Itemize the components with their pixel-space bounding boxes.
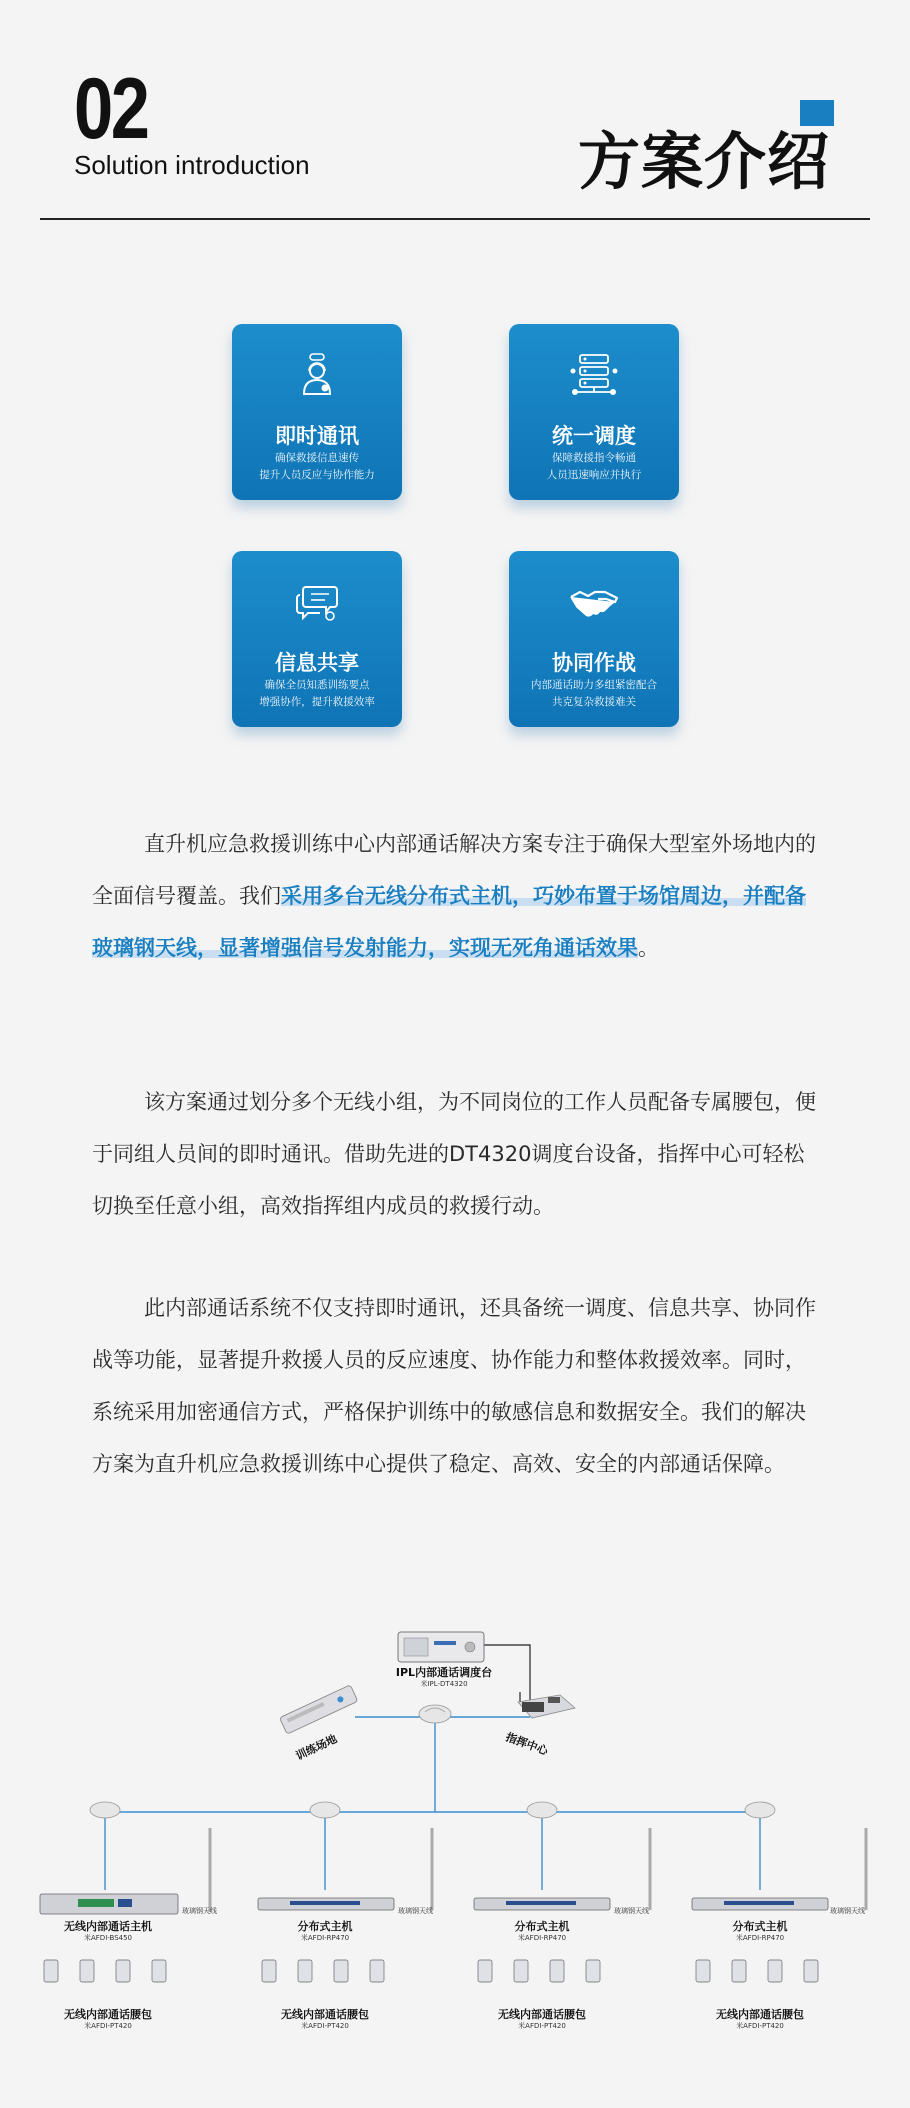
training-site-device <box>280 1685 358 1734</box>
chat-bubbles-icon <box>292 579 342 625</box>
command-center-device <box>518 1695 575 1718</box>
host-model: 米AFDI-RP470 <box>517 1934 567 1942</box>
dispatch-console <box>398 1632 484 1662</box>
feature-desc-line2: 共克复杂救援难关 <box>552 696 636 708</box>
feature-title: 即时通讯 <box>275 424 359 448</box>
antenna-label: 玻璃钢天线 <box>830 1907 865 1915</box>
group-switch <box>745 1802 775 1818</box>
feature-title: 信息共享 <box>275 651 359 675</box>
feature-desc-line1: 确保救援信息速传 <box>275 452 359 464</box>
intro-paragraph-1 <box>92 818 818 974</box>
beltpack-label: 无线内部通话腰包 <box>498 2008 586 2021</box>
feature-title: 统一调度 <box>552 424 636 448</box>
host-unit <box>474 1898 610 1910</box>
feature-card-info-sharing <box>232 551 402 727</box>
host-label: 分布式主机 <box>732 1920 788 1933</box>
intro-paragraph-2: 该方案通过划分多个无线小组，为不同岗位的工作人员配备专属腰包，便于同组人员间的即时通讯。借助先进的DT4320调度台设备，指挥中心可轻松切换至任意小组，高效指挥组内成员的救援行动。 <box>92 1090 816 1218</box>
host-label: 分布式主机 <box>297 1920 353 1933</box>
person-headset-icon <box>292 352 342 398</box>
feature-desc-line2: 人员迅速响应并执行 <box>546 469 642 481</box>
beltpack-row <box>262 1960 384 1982</box>
training-site-label: 训练场地 <box>293 1732 340 1763</box>
intro-paragraph-3: 此内部通话系统不仅支持即时通讯，还具备统一调度、信息共享、协同作战等功能，显著提升救援人员的反应速度、协作能力和整体救援效率。同时，系统采用加密通信方式，严格保护训练中的敏感信息和数据安全。我们的解决方案为直升机应急救援训练中心提供了稳定、高效、安全的内部通话保障。 <box>92 1296 816 1476</box>
beltpack-model: 米AFDI-PT420 <box>736 2022 784 2030</box>
header-divider <box>40 218 870 220</box>
console-label: IPL内部通话调度台 <box>395 1666 493 1679</box>
beltpack-label: 无线内部通话腰包 <box>716 2008 804 2021</box>
command-center-label: 指挥中心 <box>503 1730 550 1758</box>
host-label: 分布式主机 <box>514 1920 570 1933</box>
section-number: 02 <box>74 61 148 157</box>
feature-title: 协同作战 <box>552 651 636 675</box>
feature-card-dispatch <box>509 324 679 500</box>
host-unit <box>692 1898 828 1910</box>
host-label: 无线内部通话主机 <box>64 1920 152 1933</box>
feature-desc-line2: 提升人员反应与协作能力 <box>259 469 375 481</box>
section-title: 方案介绍 <box>578 125 831 198</box>
beltpack-label: 无线内部通话腰包 <box>281 2008 369 2021</box>
beltpack-row <box>44 1960 166 1982</box>
host-model: 米AFDI-BS450 <box>83 1934 133 1942</box>
host-model: 米AFDI-RP470 <box>735 1934 785 1942</box>
antenna-label: 玻璃钢天线 <box>182 1907 217 1915</box>
feature-desc-line2: 增强协作，提升救援效率 <box>259 696 375 708</box>
feature-desc-line1: 确保全员知悉训练要点 <box>264 679 370 691</box>
antenna-label: 玻璃钢天线 <box>398 1907 433 1915</box>
console-model: 米IPL-DT4320 <box>420 1680 468 1688</box>
section-header <box>0 0 910 222</box>
group-switch <box>527 1802 557 1818</box>
group-switch <box>310 1802 340 1818</box>
beltpack-row <box>478 1960 600 1982</box>
host-unit <box>258 1898 394 1910</box>
handshake-icon <box>569 579 619 625</box>
feature-desc-line1: 内部通话助力多组紧密配合 <box>531 679 657 691</box>
host-unit <box>40 1894 178 1914</box>
paragraph-text: 直升机应急救援训练中心内部通话解决方案专注于确保大型室外场地内的全面信号覆盖。我们 <box>92 832 816 908</box>
feature-card-instant-comm <box>232 324 402 500</box>
feature-card-collaboration <box>509 551 679 727</box>
section-subtitle: Solution introduction <box>74 150 310 180</box>
system-topology-diagram <box>0 1600 910 2040</box>
group-switch <box>90 1802 120 1818</box>
host-model: 米AFDI-RP470 <box>300 1934 350 1942</box>
paragraph-text: 。 <box>638 936 659 960</box>
network-server-icon <box>569 352 619 398</box>
antenna-label: 玻璃钢天线 <box>614 1907 649 1915</box>
beltpack-model: 米AFDI-PT420 <box>518 2022 566 2030</box>
network-switch <box>419 1705 451 1723</box>
feature-desc-line1: 保障救援指令畅通 <box>552 452 636 464</box>
beltpack-row <box>696 1960 818 1982</box>
beltpack-label: 无线内部通话腰包 <box>64 2008 152 2021</box>
beltpack-model: 米AFDI-PT420 <box>301 2022 349 2030</box>
beltpack-model: 米AFDI-PT420 <box>84 2022 132 2030</box>
highlighted-text: 采用多台无线分布式主机，巧妙布置于场馆周边，并配备玻璃钢天线，显著增强信号发射能力，实现无死角通话效果 <box>92 884 806 960</box>
